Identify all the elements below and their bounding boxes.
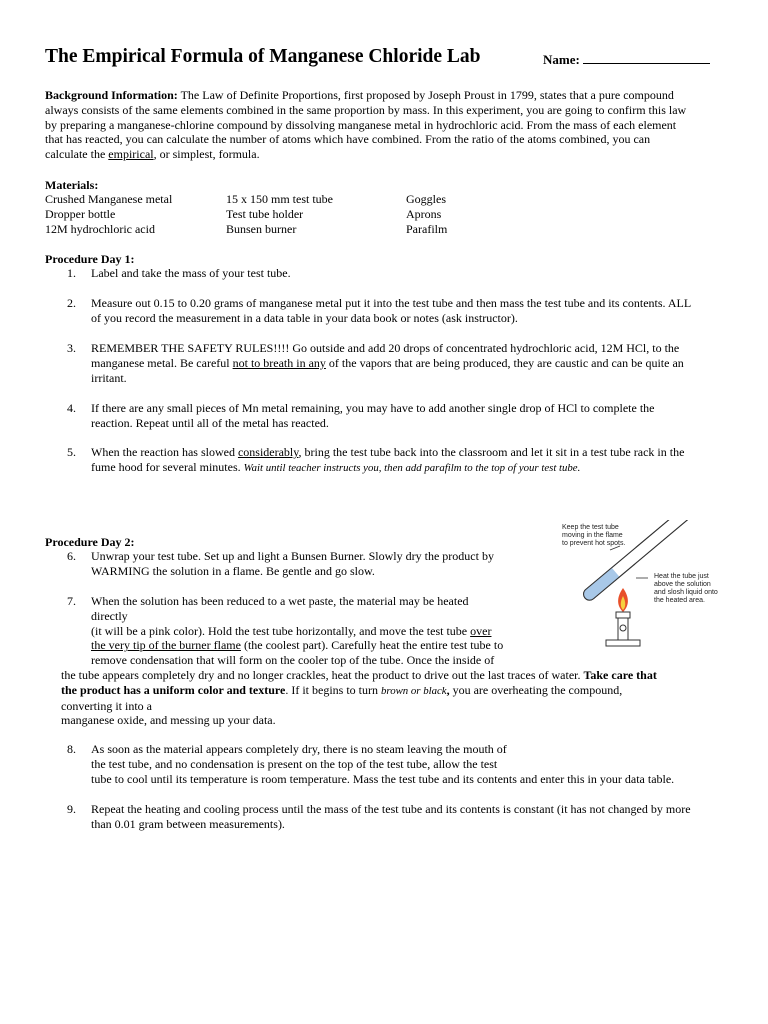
step-number: 1. <box>67 266 76 280</box>
material-item: 15 x 150 mm test tube <box>226 192 333 206</box>
step-text: Measure out 0.15 to 0.20 grams of manganese metal put it into the test tube and then mass the test tube and its contents. ALL <box>91 296 692 310</box>
material-item: Bunsen burner <box>226 221 297 236</box>
step-number: 6. <box>67 549 76 563</box>
background-line-2: always consists of the same elements combined in the same proportion by mass. In this experiment, you are going to confirm this law <box>45 102 687 117</box>
burner-base <box>606 640 640 646</box>
material-item: 12M hydrochloric acid <box>45 221 155 236</box>
step-text: WARMING the solution in a flame. Be gentle and go slow. <box>91 563 375 578</box>
teacher-instruction-italic: Wait until teacher instructs you, then add parafilm to the top of your test tube. <box>243 461 581 474</box>
page-title: The Empirical Formula of Manganese Chloride Lab <box>45 46 481 67</box>
material-item: Aprons <box>406 206 442 221</box>
step-text: the test tube, and no condensation is present on the top of the test tube, allow the test <box>91 756 498 771</box>
material-item: Dropper bottle <box>45 206 116 221</box>
step-number: 4. <box>67 401 76 415</box>
step-text: (it will be a pink color). Hold the test tube horizontally, and move the test tube over <box>91 623 492 638</box>
step-number: 7. <box>67 594 76 608</box>
background-line-1: The Law of Definite Proportions, first proposed by Joseph Proust in 1799, states that a pure compound <box>180 88 674 102</box>
procedure-day-2-heading: Procedure Day 2: <box>45 535 135 549</box>
step-text: When the reaction has slowed considerably, bring the test tube back into the classroom and let it sit in a test tube rack in the <box>91 445 685 459</box>
empirical-underlined: empirical <box>108 147 154 162</box>
step-text: reaction. Repeat until all of the metal has reacted. <box>91 415 329 430</box>
step-text: converting it into a <box>61 698 152 713</box>
material-item: Parafilm <box>406 221 448 236</box>
materials-column-2 <box>226 192 333 236</box>
diagram-label-keep-moving: Keep the test tube moving in the flame to prevent hot spots. <box>562 524 626 547</box>
material-item: Goggles <box>406 192 446 206</box>
background-line-5: calculate the empirical, or simplest, formula. <box>45 147 260 162</box>
materials-column-3 <box>406 192 447 236</box>
burner-nozzle <box>616 612 630 618</box>
step-text: Repeat the heating and cooling process until the mass of the test tube and its contents is constant (it has not changed by more <box>91 802 691 816</box>
step-text: than 0.01 gram between measurements). <box>91 816 285 831</box>
diagram-label-heat-tube: Heat the tube just above the solution and slosh liquid onto the heated area. <box>654 573 718 604</box>
brown-black-italic: brown or black <box>381 684 447 697</box>
name-blank-line <box>583 52 710 64</box>
test-tube-liquid <box>581 568 619 603</box>
step-text: Unwrap your test tube. Set up and light a Bunsen Burner. Slowly dry the product by <box>91 549 494 563</box>
flame-tip-underlined: the very tip of the burner flame <box>91 638 241 653</box>
background-line-3: by preparing a manganese-chlorine compound by dissolving manganese metal in hydrochloric acid. From the mass of each element <box>45 117 677 132</box>
background-paragraph <box>45 88 720 162</box>
step-text: tube to cool until its temperature is room temperature. Mass the test tube and its contents and enter this in your data table. <box>91 771 675 786</box>
material-item: Crushed Manganese metal <box>45 192 173 206</box>
warning-underlined: not to breath in any <box>232 355 326 370</box>
name-field <box>543 52 710 68</box>
step-text: remove condensation that will form on the cooler top of the tube. Once the inside of <box>91 653 495 668</box>
air-vent <box>620 625 626 631</box>
materials-column-1 <box>45 192 172 236</box>
bunsen-burner-diagram <box>548 520 728 660</box>
material-item: Test tube holder <box>226 206 304 221</box>
background-line-4: that has reacted, you can calculate the number of atoms which have combined. From the ratio of the atoms combined, you can <box>45 132 651 147</box>
step-text: If there are any small pieces of Mn metal remaining, you may have to add another single drop of HCl to complete the <box>91 401 655 415</box>
step-text: the very tip of the burner flame (the coolest part). Carefully heat the entire test tube to <box>91 638 504 653</box>
step-text: manganese metal. Be careful not to breath in any of the vapors that are being produced, they are caustic and can be quite an <box>91 355 684 370</box>
step-text: of you record the measurement in a data table in your data book or notes (ask instructor). <box>91 310 518 325</box>
procedure-day-1-heading: Procedure Day 1: <box>45 252 135 266</box>
step-number: 9. <box>67 802 76 816</box>
step-text: When the solution has been reduced to a wet paste, the material may be heated <box>91 594 469 608</box>
step-text: As soon as the material appears completely dry, there is no steam leaving the mouth of <box>91 742 507 756</box>
over-underlined: over <box>470 623 492 638</box>
step-number: 8. <box>67 742 76 756</box>
step-text: fume hood for several minutes. Wait until teacher instructs you, then add parafilm to the top of your test tube. <box>91 459 581 474</box>
uniform-color-bold: the product has a uniform color and texture <box>61 682 286 697</box>
step-text: irritant. <box>91 370 127 385</box>
step-number: 2. <box>67 296 76 310</box>
take-care-bold: Take care that <box>583 668 657 682</box>
step-text: REMEMBER THE SAFETY RULES!!!! Go outside and add 20 drops of concentrated hydrochloric acid, 12M HCl, to the <box>91 341 680 355</box>
step-text: the tube appears completely dry and no longer crackles, heat the product to drive out the last traces of water. Take care that <box>61 668 657 682</box>
step-text: directly <box>91 608 128 623</box>
step-text: Label and take the mass of your test tube. <box>91 266 291 280</box>
step-text: the product has a uniform color and texture. If it begins to turn brown or black, you are overheating the compound, <box>61 682 623 697</box>
step-number: 3. <box>67 341 76 355</box>
considerably-underlined: considerably <box>237 445 299 459</box>
step-text: manganese oxide, and messing up your data. <box>61 713 276 728</box>
background-label: Background Information: <box>45 88 178 102</box>
name-label: Name: <box>543 52 580 67</box>
step-number: 5. <box>67 445 76 459</box>
step-7-continued <box>61 668 731 728</box>
materials-heading: Materials: <box>45 178 99 192</box>
